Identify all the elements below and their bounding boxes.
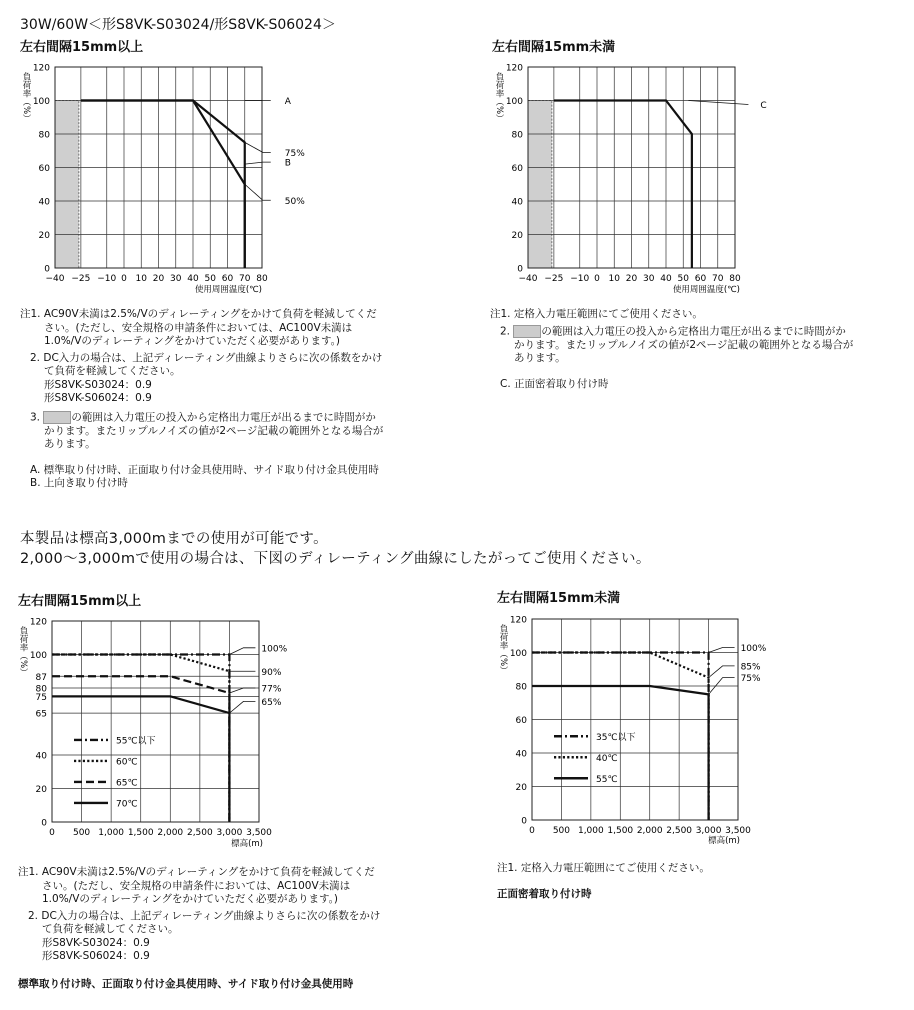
note-line: かります。またリップルノイズの値が2ページ記載の範囲外となる場合が	[44, 424, 384, 437]
y-tick-label: 120	[32, 63, 50, 74]
x-tick-label: 80	[256, 274, 268, 284]
note-line: 形S8VK-S06024：0.9	[42, 950, 150, 962]
annotation-label: 75%	[284, 148, 305, 159]
x-tick-label: 0	[49, 828, 55, 838]
y-tick-label: 20	[511, 231, 523, 241]
y-tick-label: 40	[35, 751, 47, 762]
y-tick-label: 40	[511, 197, 523, 208]
note-line: さい。(ただし、安全規格の申請条件においては、AC100V未満は	[44, 321, 353, 334]
y-tick-label: 100	[509, 649, 527, 659]
x-tick-label: 50	[204, 274, 216, 284]
series-line	[554, 101, 692, 269]
x-tick-label: 70	[239, 274, 251, 284]
x-tick-label: 2,500	[666, 826, 693, 836]
x-axis-label: 使用周囲温度(℃)	[672, 285, 740, 295]
legend-label: 70℃	[116, 799, 138, 810]
annotation-label: A	[284, 97, 291, 107]
notes-bottom-left	[18, 866, 380, 991]
annotation-label: 100%	[261, 644, 288, 655]
chart-title-temp-ge15: 左右間隔15mm以上	[20, 40, 144, 55]
x-tick-label: 10	[608, 274, 620, 284]
note-mount-b: B. 上向き取り付け時	[30, 477, 128, 489]
note-number: 3.	[30, 411, 41, 423]
note-line: て負荷を軽減してください。	[44, 365, 181, 377]
x-tick-label: −10	[97, 274, 117, 284]
annotation-leader	[229, 688, 255, 693]
y-tick-label: 100	[32, 97, 50, 107]
annotation-label: 90%	[261, 667, 282, 678]
altitude-text-line2: 2,000～3,000mで使用の場合は、下図のディレーティング曲線にしたがってご使用ください。	[20, 551, 651, 567]
x-tick-label: 2,000	[636, 826, 663, 836]
y-tick-label: 60	[38, 164, 50, 174]
y-tick-label: 87	[35, 672, 47, 683]
x-tick-label: 500	[72, 828, 91, 838]
x-tick-label: −25	[71, 274, 91, 284]
note-line: て負荷を軽減してください。	[42, 923, 179, 935]
notes-bottom-right	[497, 862, 710, 901]
note-line: 2. DC入力の場合は、上記ディレーティング曲線よりさらに次の係数をかけ	[30, 351, 383, 364]
note-line: 形S8VK-S06024：0.9	[44, 392, 152, 404]
x-tick-label: 50	[677, 274, 689, 284]
y-tick-label: 100	[505, 97, 523, 107]
y-tick-label: 0	[41, 818, 47, 829]
note-line: 形S8VK-S03024：0.9	[42, 936, 150, 949]
y-tick-label: 120	[505, 63, 523, 74]
y-tick-label: 20	[38, 231, 50, 241]
note-line: あります。	[44, 438, 96, 450]
page-title: 30W/60W＜形S8VK-S03024/形S8VK-S06024＞	[20, 17, 336, 33]
x-tick-label: 2,500	[186, 828, 213, 838]
y-tick-label: 40	[38, 197, 50, 208]
chart-title-alt-lt15: 左右間隔15mm未満	[497, 591, 621, 606]
note-line: さい。(ただし、安全規格の申請条件においては、AC100V未満は	[42, 879, 351, 892]
annotation-label: 100%	[740, 643, 767, 654]
notes-top-right	[490, 308, 853, 391]
y-axis-label: 負荷率（%）	[498, 624, 508, 675]
note-mount: 標準取り付け時、正面取り付け金具使用時、サイド取り付け金具使用時	[18, 977, 354, 990]
y-tick-label: 20	[515, 783, 527, 793]
x-tick-label: 1,000	[577, 826, 604, 836]
x-tick-label: 0	[594, 274, 600, 284]
y-tick-label: 0	[517, 264, 523, 275]
note-mount-c: C. 正面密着取り付け時	[500, 377, 609, 390]
legend-label: 65℃	[116, 778, 138, 789]
notes-top-left	[20, 308, 383, 491]
y-tick-label: 0	[44, 264, 50, 275]
shaded-region-legend	[43, 411, 71, 424]
annotation-leader	[229, 701, 255, 713]
note-line: の範囲は入力電圧の投入から定格出力電圧が出るまでに時間がか	[541, 325, 846, 337]
x-tick-label: 40	[660, 274, 672, 284]
x-tick-label: 80	[729, 274, 741, 284]
x-tick-label: 30	[643, 274, 655, 284]
annotation-label: 77%	[261, 684, 282, 695]
note-line: 2. DC入力の場合は、上記ディレーティング曲線よりさらに次の係数をかけ	[28, 909, 381, 922]
x-tick-label: 0	[121, 274, 127, 284]
y-tick-label: 80	[35, 684, 47, 695]
x-tick-label: −10	[570, 274, 590, 284]
shaded-region	[528, 101, 552, 269]
x-tick-label: −40	[45, 274, 65, 284]
note-line: 形S8VK-S03024：0.9	[44, 378, 152, 391]
note-line: かります。またリップルノイズの値が2ページ記載の範囲外となる場合が	[514, 338, 854, 351]
x-tick-label: 60	[221, 274, 234, 284]
y-tick-label: 120	[509, 615, 527, 626]
note-number: 2.	[500, 325, 511, 337]
y-axis-label: 負荷率（%）	[494, 72, 504, 123]
x-tick-label: 40	[187, 274, 199, 284]
x-tick-label: 3,500	[725, 826, 751, 836]
chart-title-temp-lt15: 左右間隔15mm未満	[492, 40, 616, 55]
legend-label: 60℃	[116, 757, 138, 768]
x-axis-label: 使用周囲温度(℃)	[194, 285, 262, 295]
annotation-leader	[245, 162, 271, 164]
annotation-leader	[709, 647, 735, 652]
x-tick-label: 1,500	[127, 828, 154, 838]
shaded-region	[55, 101, 79, 269]
x-tick-label: 0	[529, 826, 535, 836]
annotation-leader	[229, 648, 255, 655]
x-axis-label: 標高(m)	[231, 839, 263, 849]
x-tick-label: 3,000	[695, 826, 722, 836]
y-tick-label: 75	[35, 692, 47, 703]
annotation-label: B	[284, 158, 291, 169]
annotation-leader	[245, 142, 271, 152]
x-tick-label: −25	[544, 274, 564, 284]
chart-title-alt-ge15: 左右間隔15mm以上	[18, 594, 142, 609]
note-line: あります。	[514, 352, 566, 364]
note-line: 注1. AC90V未満は2.5%/Vのディレーティングをかけて負荷を軽減してくだ	[20, 308, 377, 320]
plot-frame	[52, 621, 259, 822]
x-tick-label: 20	[152, 274, 165, 284]
y-tick-label: 80	[511, 130, 523, 141]
annotation-label: 50%	[284, 196, 305, 207]
legend-label: 40℃	[596, 753, 618, 764]
x-tick-label: 60	[694, 274, 707, 284]
annotation-leader	[245, 184, 271, 200]
note-line: 1.0%/Vのディレーティングをかけていただく必要があります。)	[42, 893, 339, 905]
y-tick-label: 20	[35, 785, 47, 795]
series-line	[81, 101, 245, 269]
y-tick-label: 60	[511, 164, 523, 174]
y-tick-label: 60	[515, 716, 527, 726]
note-line: の範囲は入力電圧の投入から定格出力電圧が出るまでに時間がか	[71, 411, 376, 423]
x-tick-label: 500	[552, 826, 571, 836]
y-axis-label: 負荷率（%）	[18, 626, 28, 677]
legend-label: 55℃	[596, 774, 618, 785]
y-tick-label: 100	[29, 651, 47, 661]
x-tick-label: 2,000	[157, 828, 184, 838]
x-tick-label: 70	[712, 274, 724, 284]
annotation-leader	[709, 666, 735, 678]
annotation-label: 85%	[740, 662, 761, 673]
note-line: 注1. AC90V未満は2.5%/Vのディレーティングをかけて負荷を軽減してくだ	[18, 866, 375, 878]
x-tick-label: 1,000	[98, 828, 125, 838]
x-tick-label: −40	[518, 274, 538, 284]
x-tick-label: 3,000	[216, 828, 243, 838]
x-tick-label: 1,500	[607, 826, 634, 836]
x-axis-label: 標高(m)	[708, 836, 740, 846]
annotation-leader	[688, 101, 748, 105]
x-tick-label: 30	[170, 274, 182, 284]
x-tick-label: 10	[135, 274, 147, 284]
annotation-label: 75%	[740, 674, 761, 685]
note-line: 1.0%/Vのディレーティングをかけていただく必要があります。)	[44, 335, 341, 347]
y-tick-label: 80	[515, 682, 527, 693]
annotation-label: 65%	[261, 697, 282, 708]
note-mount: 正面密着取り付け時	[497, 887, 592, 900]
x-tick-label: 3,500	[246, 828, 272, 838]
y-tick-label: 120	[29, 617, 47, 628]
annotation-label: C	[760, 101, 767, 111]
note-line: 注1. 定格入力電圧範囲にてご使用ください。	[497, 862, 710, 874]
x-tick-label: 20	[625, 274, 638, 284]
note-line: 注1. 定格入力電圧範囲にてご使用ください。	[490, 308, 703, 320]
y-tick-label: 0	[521, 816, 527, 827]
legend-label: 55℃以下	[116, 736, 156, 747]
y-tick-label: 65	[35, 709, 47, 720]
note-mount-a: A. 標準取り付け時、正面取り付け金具使用時、サイド取り付け金具使用時	[30, 463, 379, 476]
altitude-text-line1: 本製品は標高3,000mまでの使用が可能です。	[20, 531, 328, 547]
shaded-region-legend	[513, 325, 541, 338]
y-axis-label: 負荷率（%）	[21, 72, 31, 123]
y-tick-label: 40	[515, 749, 527, 760]
series-line	[81, 101, 245, 269]
y-tick-label: 80	[38, 130, 50, 141]
legend-label: 35℃以下	[596, 732, 636, 743]
